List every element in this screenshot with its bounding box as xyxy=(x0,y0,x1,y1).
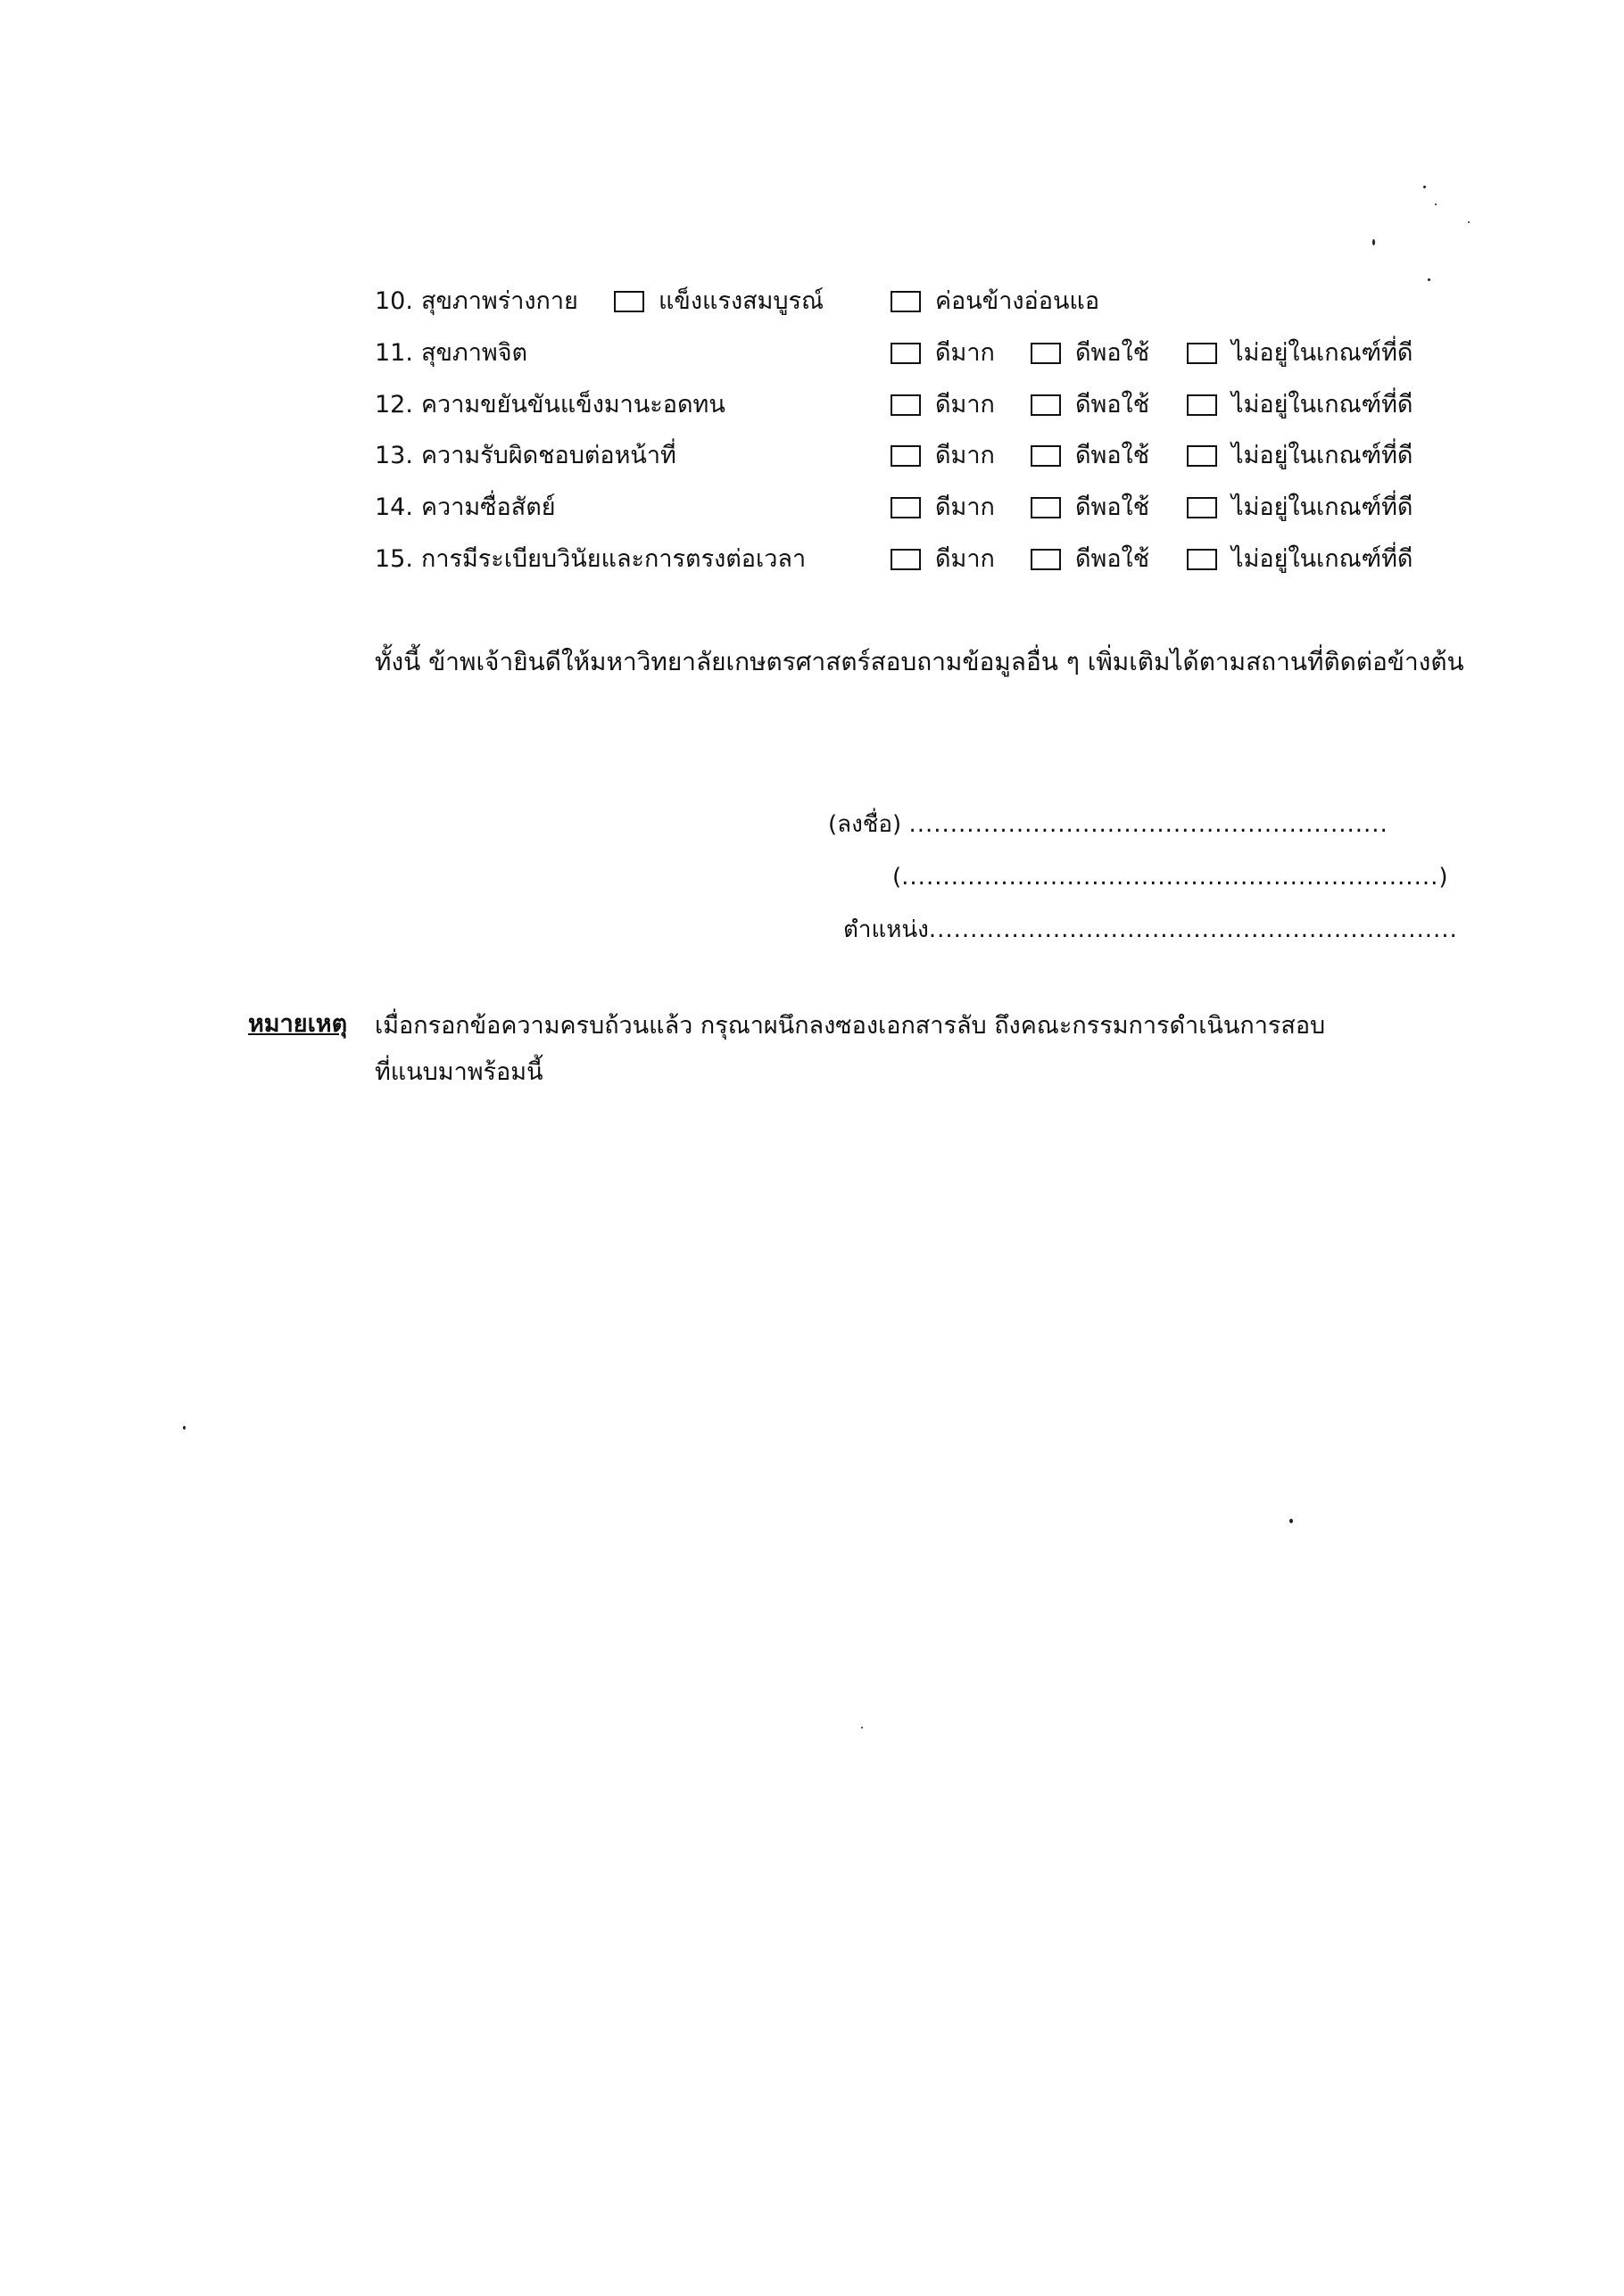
checkbox[interactable] xyxy=(891,394,921,416)
option-label: ดีพอใช้ xyxy=(1075,442,1150,469)
item-row-13 xyxy=(375,435,1526,477)
option-not-good[interactable] xyxy=(1187,486,1413,529)
checkbox[interactable] xyxy=(1187,343,1217,364)
option-weak[interactable] xyxy=(891,280,1099,323)
option-not-good[interactable] xyxy=(1187,384,1413,427)
option-label: ค่อนข้างอ่อนแอ xyxy=(935,287,1100,315)
checkbox[interactable] xyxy=(1031,497,1061,518)
note-label: หมายเหตุ xyxy=(248,1010,348,1038)
scan-speck xyxy=(1435,203,1437,205)
signature-line[interactable] xyxy=(828,807,1388,842)
option-very-good[interactable] xyxy=(891,332,995,375)
scan-speck xyxy=(1428,278,1430,281)
scan-speck xyxy=(1372,239,1375,245)
option-very-good[interactable] xyxy=(891,384,995,427)
name-close-paren: ) xyxy=(1438,864,1448,891)
item-label: สุขภาพจิต xyxy=(421,339,528,367)
checkbox[interactable] xyxy=(1187,445,1217,467)
name-open-paren: ( xyxy=(892,864,902,891)
checkbox[interactable] xyxy=(1031,549,1061,570)
option-fair[interactable] xyxy=(1031,538,1149,581)
option-label: ดีมาก xyxy=(935,442,995,469)
item-label: ความซื่อสัตย์ xyxy=(421,493,556,521)
option-label: ดีมาก xyxy=(935,493,995,521)
position-line[interactable] xyxy=(843,912,1458,948)
option-label: ดีพอใช้ xyxy=(1075,391,1150,419)
option-label: ดีมาก xyxy=(935,545,995,573)
option-label: ดีมาก xyxy=(935,391,995,419)
item-label: ความขยันขันแข็งมานะอดทน xyxy=(421,391,725,419)
scan-speck xyxy=(1289,1519,1293,1523)
checkbox[interactable] xyxy=(891,445,921,467)
item-label: การมีระเบียบวินัยและการตรงต่อเวลา xyxy=(421,545,807,573)
option-fair[interactable] xyxy=(1031,332,1149,375)
item-label: ความรับผิดชอบต่อหน้าที่ xyxy=(421,442,676,469)
consent-text: ทั้งนี้ ข้าพเจ้ายินดีให้มหาวิทยาลัยเกษตรศาสตร์สอบถามข้อมูลอื่น ๆ เพิ่มเติมได้ตามสถานที่ติดต่อข้างต้น xyxy=(375,647,1464,676)
signature-dots: .......................................................... xyxy=(908,811,1388,838)
position-label: ตำแหน่ง xyxy=(843,916,929,943)
scan-speck xyxy=(861,1727,863,1728)
scan-speck xyxy=(183,1426,186,1430)
option-label: ดีพอใช้ xyxy=(1075,545,1150,573)
item-number: 13. xyxy=(375,442,413,469)
scan-speck xyxy=(1468,221,1470,223)
option-label: ไม่อยู่ในเกณฑ์ที่ดี xyxy=(1231,545,1413,573)
item-row-11 xyxy=(375,332,1526,375)
item-number: 11. xyxy=(375,339,413,367)
option-label: ดีพอใช้ xyxy=(1075,493,1150,521)
option-fair[interactable] xyxy=(1031,384,1149,427)
name-dots: ................................................................. xyxy=(901,864,1439,891)
checkbox[interactable] xyxy=(891,343,921,364)
checkbox[interactable] xyxy=(1031,394,1061,416)
item-number: 10. xyxy=(375,287,413,315)
item-label: สุขภาพร่างกาย xyxy=(421,287,578,315)
checkbox[interactable] xyxy=(614,291,644,312)
signature-label: (ลงชื่อ) xyxy=(828,811,902,838)
option-very-good[interactable] xyxy=(891,486,995,529)
option-fair[interactable] xyxy=(1031,435,1149,477)
option-strong[interactable] xyxy=(614,280,824,323)
option-not-good[interactable] xyxy=(1187,435,1413,477)
note-line-1: เมื่อกรอกข้อความครบถ้วนแล้ว กรุณาผนึกลงซองเอกสารลับ ถึงคณะกรรมการดำเนินการสอบ xyxy=(375,1012,1326,1040)
item-row-12 xyxy=(375,384,1526,427)
checkbox[interactable] xyxy=(1187,394,1217,416)
checkbox[interactable] xyxy=(1187,549,1217,570)
option-label: ไม่อยู่ในเกณฑ์ที่ดี xyxy=(1231,391,1413,419)
option-label: ดีพอใช้ xyxy=(1075,339,1150,367)
printed-name-line[interactable] xyxy=(892,859,1448,895)
note-line-2: ที่แนบมาพร้อมนี้ xyxy=(375,1058,543,1086)
option-label: ดีมาก xyxy=(935,339,995,367)
checkbox[interactable] xyxy=(1031,343,1061,364)
option-not-good[interactable] xyxy=(1187,538,1413,581)
position-dots: ................................................................ xyxy=(928,916,1458,943)
item-number: 15. xyxy=(375,545,413,573)
note-text xyxy=(375,1003,1401,1096)
option-label: ไม่อยู่ในเกณฑ์ที่ดี xyxy=(1231,442,1413,469)
item-row-14 xyxy=(375,486,1526,529)
option-very-good[interactable] xyxy=(891,435,995,477)
scan-speck xyxy=(1423,186,1426,188)
checkbox[interactable] xyxy=(891,497,921,518)
item-row-15 xyxy=(375,538,1526,581)
checkbox[interactable] xyxy=(891,291,921,312)
option-label: ไม่อยู่ในเกณฑ์ที่ดี xyxy=(1231,339,1413,367)
option-label: แข็งแรงสมบูรณ์ xyxy=(659,287,824,315)
option-label: ไม่อยู่ในเกณฑ์ที่ดี xyxy=(1231,493,1413,521)
checkbox[interactable] xyxy=(1031,445,1061,467)
item-number: 12. xyxy=(375,391,413,419)
option-fair[interactable] xyxy=(1031,486,1149,529)
checkbox[interactable] xyxy=(1187,497,1217,518)
item-row-10 xyxy=(375,280,1526,323)
checkbox[interactable] xyxy=(891,549,921,570)
option-not-good[interactable] xyxy=(1187,332,1413,375)
option-very-good[interactable] xyxy=(891,538,995,581)
item-number: 14. xyxy=(375,493,413,521)
